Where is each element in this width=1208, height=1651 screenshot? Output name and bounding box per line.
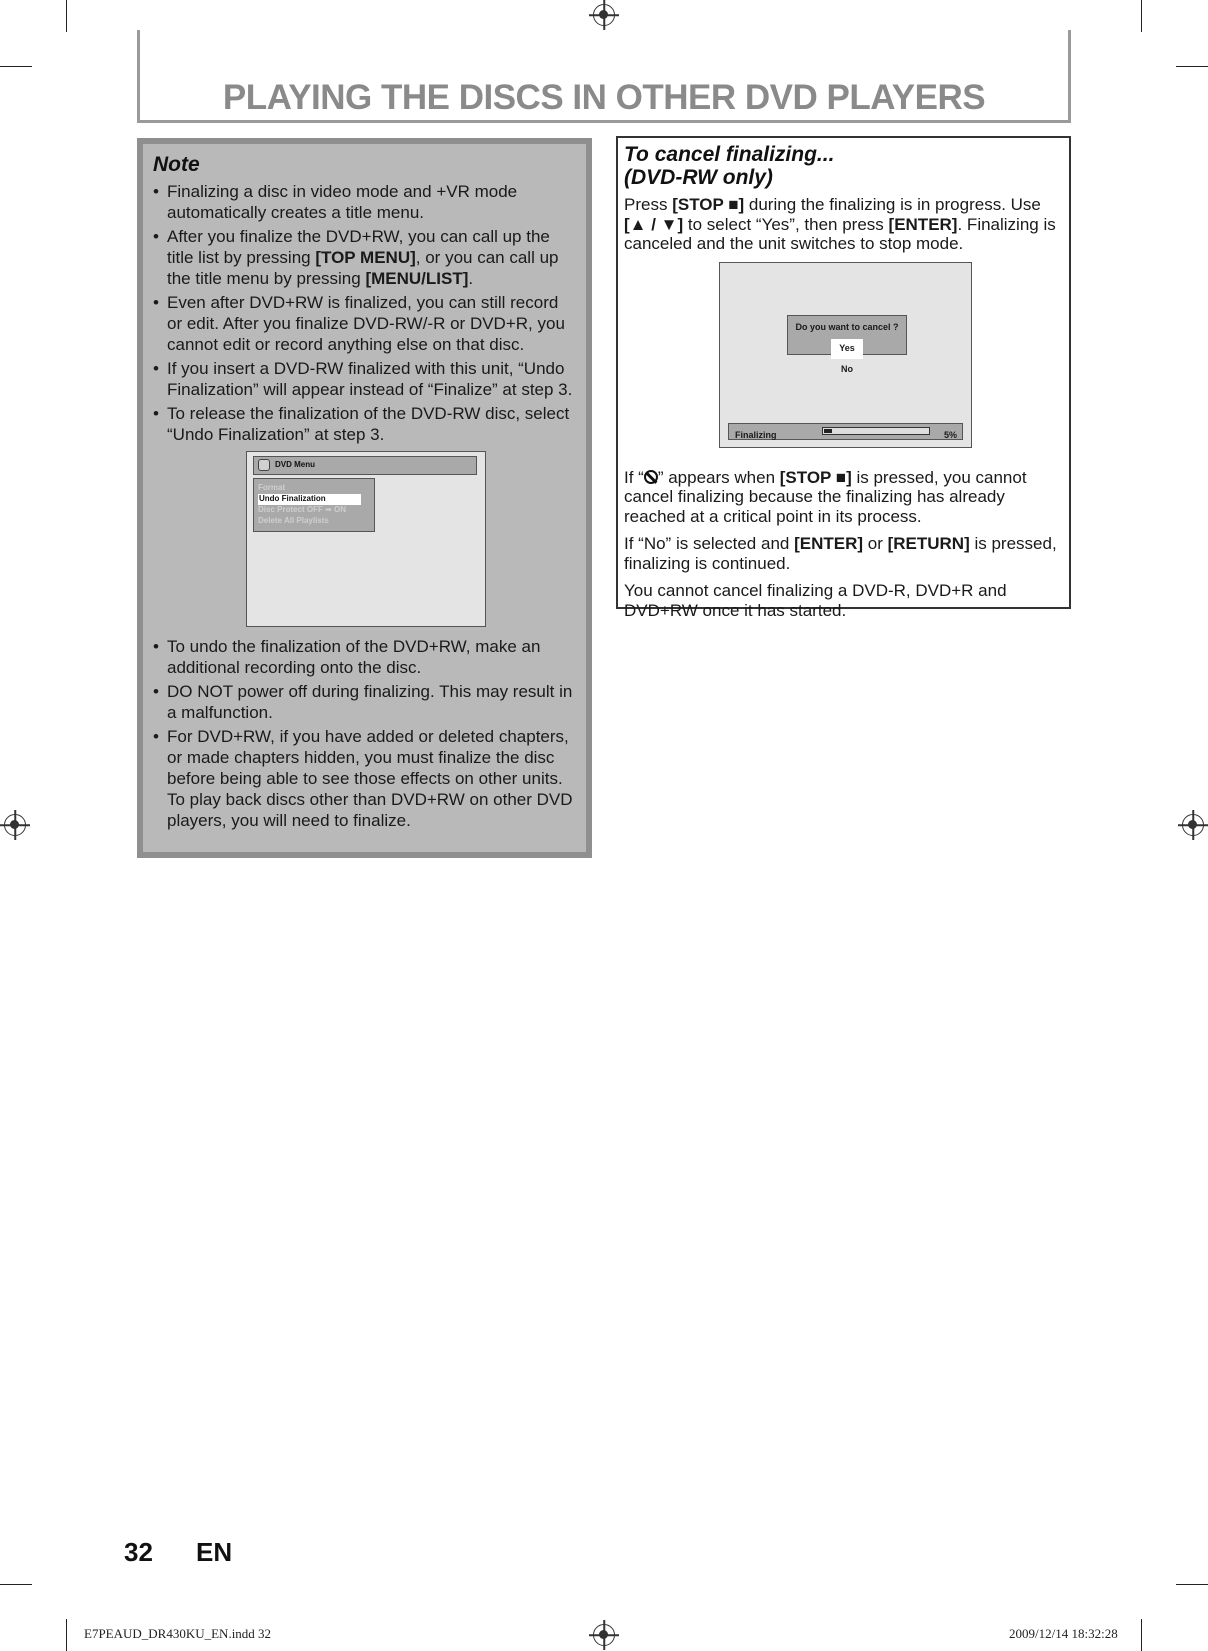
- dvd-menu-item-disc-protect[interactable]: Disc Protect OFF ➡ ON: [258, 505, 347, 514]
- crop-mark: [0, 66, 32, 67]
- key-label: [ENTER]: [888, 214, 958, 234]
- crop-mark: [1176, 66, 1208, 67]
- key-label: [STOP ■]: [779, 467, 852, 487]
- dvd-menu-list: [253, 478, 375, 532]
- text-run: If you insert a DVD-RW finalized with this unit, “Undo Finalization” will appear instead of “Finalize” at step 3.: [167, 359, 573, 399]
- crop-mark: [0, 1584, 32, 1585]
- para-text: If “: [624, 467, 644, 487]
- finalizing-label: Finalizing: [735, 429, 777, 440]
- text-run: To release the finalization of the DVD-RW disc, select “Undo Finalization” at step 3.: [167, 404, 570, 444]
- no-entry-explanation: [624, 468, 1063, 527]
- text-run: If “No” is selected and: [624, 534, 795, 553]
- cancel-instructions: [624, 195, 1063, 254]
- page-number: 32: [124, 1537, 153, 1567]
- crop-mark: [1176, 1584, 1208, 1585]
- progress-fill: [824, 429, 832, 433]
- text-run: to select “Yes”, then press: [683, 214, 889, 234]
- crop-mark: [66, 1619, 67, 1651]
- language-label: EN: [196, 1537, 233, 1567]
- key-label: [ENTER]: [794, 534, 864, 553]
- cancel-title-line: To cancel finalizing...: [624, 143, 835, 166]
- text-run: is pressed, finalizing is continued.: [624, 534, 1057, 573]
- note-bullet-item: [151, 636, 576, 678]
- crop-mark: [1141, 0, 1142, 32]
- bullet-icon: •: [153, 682, 159, 701]
- bullet-icon: •: [153, 637, 159, 656]
- key-label: [MENU/LIST]: [365, 269, 469, 288]
- page-title: PLAYING THE DISCS IN OTHER DVD PLAYERS: [222, 78, 986, 117]
- key-label: [RETURN]: [887, 534, 970, 553]
- note-bullet-item: [151, 681, 576, 723]
- bullet-icon: •: [153, 293, 159, 312]
- note-bullet-item: [151, 358, 576, 400]
- note-box: [137, 138, 592, 858]
- text-run: , or you can call up the title menu by pressing: [167, 248, 559, 288]
- text-run: . Finalizing is canceled and the unit switches to stop mode.: [624, 214, 1056, 253]
- yes-option[interactable]: Yes: [831, 339, 863, 359]
- registration-mark-icon: [593, 4, 615, 26]
- note-bullet-item: [151, 403, 576, 445]
- finalizing-progress-bar: [728, 423, 963, 440]
- progress-percent: 5%: [943, 429, 957, 440]
- dvd-menu-item-format[interactable]: Format: [258, 483, 286, 492]
- disc-icon: [258, 459, 270, 471]
- cancel-subtitle-line: (DVD-RW only): [624, 166, 773, 189]
- text-run: Finalizing a disc in video mode and +VR mode automatically creates a title menu.: [167, 182, 518, 222]
- registration-mark-icon: [1182, 814, 1204, 836]
- note-bullet-item: [151, 181, 576, 223]
- note-list: [151, 181, 576, 445]
- text-run: For DVD+RW, if you have added or deleted chapters, or made chapters hidden, you must finalize the disc before being able to see those effects on other units. To play back discs other than DVD+RW on other DVD players, you will need to finalize.: [167, 727, 573, 830]
- no-selected-explanation: [624, 534, 1063, 573]
- dvd-menu-header: [253, 456, 477, 475]
- dvd-menu-item-delete-all-playlists[interactable]: Delete All Playlists: [258, 516, 329, 525]
- crop-mark: [1141, 1619, 1142, 1651]
- registration-mark-icon: [4, 814, 26, 836]
- cancel-dialog-question: Do you want to cancel ?: [795, 321, 899, 332]
- text-run: To undo the finalization of the DVD+RW, make an additional recording onto the disc.: [167, 637, 541, 677]
- slug-date: 2009/12/14 18:32:28: [1009, 1626, 1118, 1641]
- note-list: [151, 636, 576, 831]
- text-run: Even after DVD+RW is finalized, you can still record or edit. After you finalize DVD-RW/-R or DVD+R, you cannot edit or record anything else on that disc.: [167, 293, 565, 354]
- dvd-menu-title: DVD Menu: [275, 460, 315, 469]
- dvd-menu-screenshot: [246, 451, 486, 627]
- bullet-icon: •: [153, 727, 159, 746]
- cancel-dialog: [787, 315, 907, 374]
- text-run: You cannot cancel finalizing a DVD-R, DVD+R and DVD+RW once it has started.: [624, 581, 1007, 620]
- no-option[interactable]: No: [841, 363, 853, 374]
- bullet-icon: •: [153, 404, 159, 423]
- text-run: or: [863, 534, 888, 553]
- bullet-icon: •: [153, 359, 159, 378]
- text-run: is pressed, you cannot cancel finalizing because the finalizing has already reached at a critical point in its process.: [624, 467, 1027, 526]
- registration-mark-icon: [593, 1624, 615, 1646]
- finalizing-screenshot: [719, 262, 972, 448]
- cancel-limitation: [624, 581, 1063, 620]
- dvd-menu-item-undo-finalization[interactable]: Undo Finalization: [258, 494, 361, 505]
- crop-mark: [66, 0, 67, 32]
- text-run: Press: [624, 195, 673, 214]
- key-label: [TOP MENU]: [315, 248, 416, 267]
- note-bullet-item: [151, 226, 576, 289]
- text-run: .: [468, 269, 474, 288]
- cancel-title: [624, 143, 1063, 189]
- note-bullet-item: [151, 292, 576, 355]
- progress-track: [822, 427, 930, 435]
- bullet-icon: •: [153, 227, 159, 246]
- text-run: DO NOT power off during finalizing. This may result in a malfunction.: [167, 682, 573, 722]
- key-label: [▲ / ▼]: [624, 214, 684, 234]
- bullet-icon: •: [153, 182, 159, 201]
- text-run: during the finalizing is in progress. Use: [744, 195, 1041, 214]
- cancel-finalizing-box: [616, 136, 1071, 620]
- no-entry-icon: [644, 470, 658, 484]
- text-run: After you finalize the DVD+RW, you can call up the title list by pressing: [167, 227, 550, 267]
- note-title: Note: [153, 153, 200, 176]
- slug-file: E7PEAUD_DR430KU_EN.indd 32: [84, 1626, 272, 1641]
- key-label: [STOP ■]: [672, 195, 745, 214]
- note-bullet-item: [151, 726, 576, 831]
- text-run: ” appears when: [657, 467, 780, 487]
